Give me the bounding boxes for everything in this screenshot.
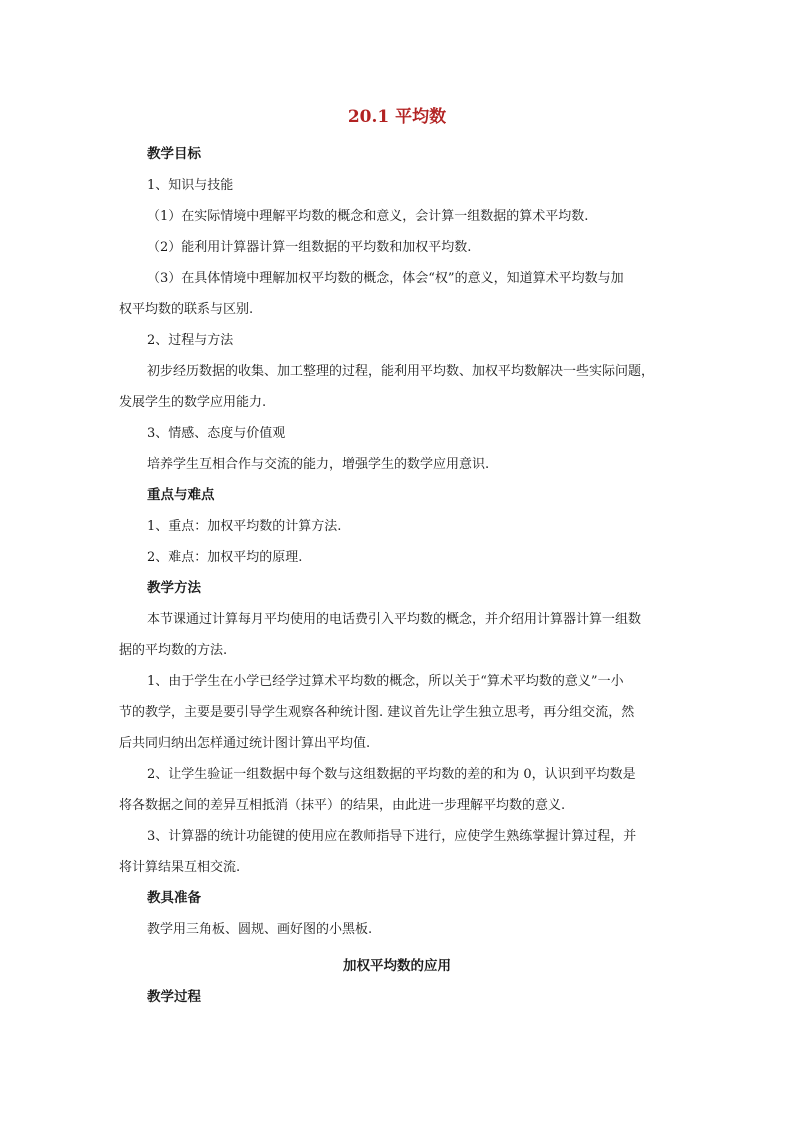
- method-1-line1: 1、由于学生在小学已经学过算术平均数的概念，所以关于“算术平均数的意义”一小: [147, 674, 624, 689]
- application-heading: 加权平均数的应用: [343, 958, 451, 974]
- method-2-line1: 2、让学生验证一组数据中每个数与这组数据的平均数的差的和为 0，认识到平均数是: [147, 767, 636, 782]
- tools-heading: 教具准备: [147, 890, 201, 906]
- emotion-text: 培养学生互相合作与交流的能力，增强学生的数学应用意识.: [147, 457, 490, 472]
- tools-text: 教学用三角板、圆规、画好图的小黑板.: [147, 922, 373, 937]
- key-item-2: 2、难点：加权平均的原理.: [147, 550, 303, 565]
- method-intro-line1: 本节课通过计算每月平均使用的电话费引入平均数的概念，并介绍用计算器计算一组数: [147, 612, 642, 627]
- key-heading: 重点与难点: [147, 487, 215, 503]
- emotion-heading: 3、情感、态度与价值观: [147, 426, 286, 441]
- knowledge-item-2: （2）能利用计算器计算一组数据的平均数和加权平均数.: [147, 240, 472, 255]
- teaching-process-heading: 教学过程: [147, 989, 201, 1005]
- method-3-line1: 3、计算器的统计功能键的使用应在教师指导下进行，应使学生熟练掌握计算过程，并: [147, 829, 637, 844]
- goals-heading: 教学目标: [147, 146, 201, 162]
- knowledge-heading: 1、知识与技能: [147, 178, 234, 193]
- knowledge-item-3-line2: 权平均数的联系与区别.: [119, 302, 254, 317]
- method-heading: 教学方法: [147, 580, 201, 596]
- process-line1: 初步经历数据的收集、加工整理的过程，能利用平均数、加权平均数解决一些实际问题，: [147, 364, 655, 379]
- method-1-line2: 节的教学，主要是要引导学生观察各种统计图. 建议首先让学生独立思考，再分组交流，然: [119, 705, 635, 720]
- method-intro-line2: 据的平均数的方法.: [119, 643, 228, 658]
- key-item-1: 1、重点：加权平均数的计算方法.: [147, 519, 342, 534]
- method-2-line2: 将各数据之间的差异互相抵消（抹平）的结果，由此进一步理解平均数的意义.: [119, 798, 566, 813]
- method-1-line3: 后共同归纳出怎样通过统计图计算出平均值.: [119, 736, 371, 751]
- knowledge-item-3-line1: （3）在具体情境中理解加权平均数的概念，体会“权”的意义，知道算术平均数与加: [147, 271, 624, 286]
- document-body: [119, 139, 679, 945]
- knowledge-item-1: （1）在实际情境中理解平均数的概念和意义，会计算一组数据的算术平均数.: [147, 209, 589, 224]
- process-section: [119, 982, 679, 1013]
- process-heading: 2、过程与方法: [147, 333, 234, 348]
- process-line2: 发展学生的数学应用能力.: [119, 395, 267, 410]
- page-title: 20.1 平均数: [347, 107, 447, 127]
- method-3-line2: 将计算结果互相交流.: [119, 860, 241, 875]
